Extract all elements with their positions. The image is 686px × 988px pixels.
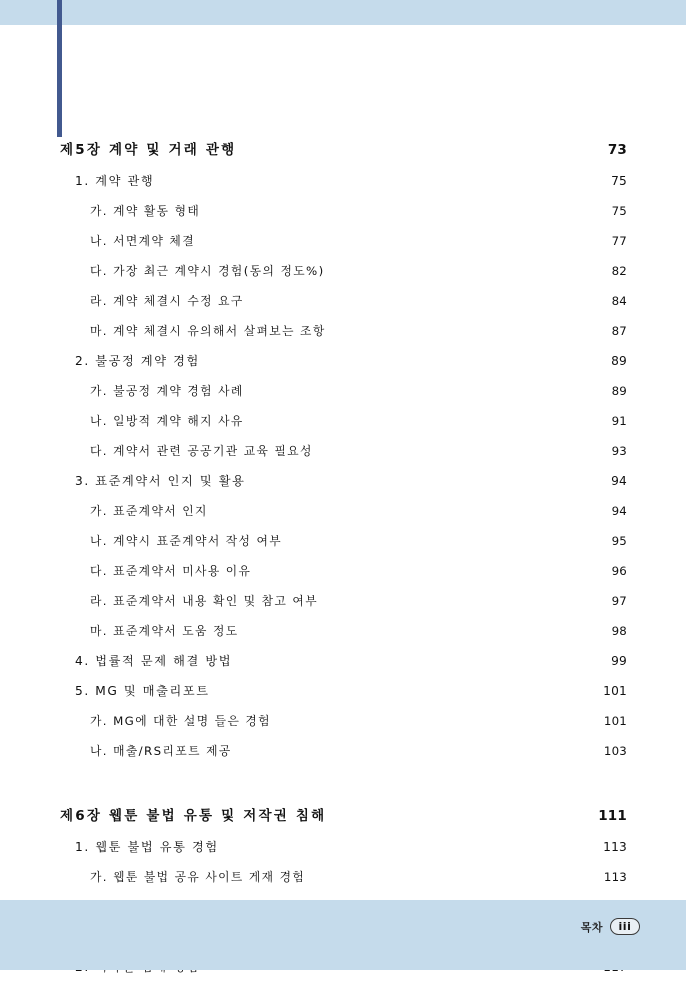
toc-entry-label: 가. 웹툰 불법 공유 사이트 게재 경험 [90,870,306,884]
toc-entry[interactable] [0,652,686,682]
toc-entry[interactable] [0,442,686,472]
toc-leader-dots [245,637,609,638]
toc-entry[interactable] [0,838,686,868]
toc-leader-dots [216,697,600,698]
toc-entry-label: 1. 웹툰 불법 유통 경험 [75,840,219,854]
toc-entry-page-number: 101 [603,684,627,698]
toc-entry[interactable] [0,232,686,262]
toc-entry[interactable] [0,682,686,712]
toc-entry-page-number: 96 [611,564,627,578]
toc-entry-page-number: 103 [603,744,627,758]
toc-entry-label: 라. 표준계약서 내용 확인 및 참고 여부 [90,594,318,608]
toc-entry-page-number: 75 [611,174,627,188]
toc-entry-page-number: 101 [603,714,627,728]
footer-decorative-band [0,900,686,970]
toc-leader-dots [214,517,609,518]
toc-entry-label: 제6장 웹툰 불법 유통 및 저작권 침해 [60,808,327,824]
toc-entry-page-number: 95 [611,534,627,548]
toc-entry[interactable] [0,262,686,292]
toc-entry-page-number: 98 [611,624,627,638]
toc-entry[interactable] [0,412,686,442]
toc-leader-dots [206,973,600,974]
toc-leader-dots [238,667,608,668]
toc-entry[interactable] [0,172,686,202]
toc-entry-page-number: 91 [611,414,627,428]
toc-entry-label: 마. 계약 체결시 유의해서 살펴보는 조항 [90,324,326,338]
toc-entry-page-number: 113 [603,870,627,884]
toc-entry-page-number: 77 [611,234,627,248]
toc-leader-dots [225,853,600,854]
page-number-badge: iii [610,918,640,935]
toc-entry-label: 라. 계약 체결시 수정 요구 [90,294,244,308]
toc-entry[interactable] [0,742,686,772]
toc-entry-label: 나. 서면계약 체결 [90,234,196,248]
toc-entry-page-number: 84 [611,294,627,308]
header-decorative-band [0,0,686,25]
toc-leader-dots [206,367,608,368]
toc-entry-page-number: 94 [611,504,627,518]
toc-entry-label: 다. 표준계약서 미사용 이유 [90,564,252,578]
toc-leader-dots [332,821,595,822]
toc-entry[interactable] [0,382,686,412]
toc-entry-label: 나. 일방적 계약 해지 사유 [90,414,244,428]
toc-leader-dots [206,217,608,218]
toc-group-separator [0,772,686,804]
toc-leader-dots [324,607,609,608]
toc-leader-dots [277,727,601,728]
toc-entry-page-number: 113 [603,840,627,854]
footer [581,918,640,935]
table-of-contents [0,138,686,988]
toc-entry-page-number: 89 [611,384,627,398]
toc-entry-page-number: 87 [611,324,627,338]
vertical-accent-rule [57,0,62,137]
toc-entry[interactable] [0,322,686,352]
toc-leader-dots [251,487,608,488]
toc-entry[interactable] [0,712,686,742]
toc-entry[interactable] [0,868,686,898]
toc-entry-label: 나. 계약시 표준계약서 작성 여부 [90,534,283,548]
toc-entry-page-number: 75 [611,204,627,218]
toc-leader-dots [201,247,609,248]
footer-section-label: 목차 [580,920,603,934]
toc-group [0,138,686,772]
toc-entry-label: 제5장 계약 및 거래 관행 [60,142,237,158]
toc-entry-label: 다. 가장 최근 계약시 경험(동의 정도%) [90,264,325,278]
toc-leader-dots [319,457,609,458]
toc-entry[interactable] [0,292,686,322]
toc-entry[interactable] [0,622,686,652]
toc-leader-dots [311,883,601,884]
toc-chapter-entry[interactable] [0,804,686,838]
toc-entry-label: 다. 계약서 관련 공공기관 교육 필요성 [90,444,313,458]
toc-entry-label: 가. 불공정 계약 경험 사례 [90,384,244,398]
toc-leader-dots [242,155,604,156]
toc-entry-label: 나. 매출/RS리포트 제공 [90,744,232,758]
toc-entry-label: 2. 불공정 계약 경험 [75,354,200,368]
toc-entry[interactable] [0,592,686,622]
toc-entry-label: 1. 계약 관행 [75,174,155,188]
toc-leader-dots [250,307,609,308]
toc-entry-label: 가. 계약 활동 형태 [90,204,201,218]
toc-entry-page-number: 93 [611,444,627,458]
toc-entry-label: 가. 표준계약서 인지 [90,504,208,518]
toc-leader-dots [250,397,609,398]
toc-entry-page-number: 82 [611,264,627,278]
toc-leader-dots [250,427,609,428]
toc-entry[interactable] [0,202,686,232]
toc-entry-label: 가. MG에 대한 설명 들은 경험 [90,714,271,728]
toc-entry[interactable] [0,352,686,382]
toc-entry-page-number: 73 [607,142,627,158]
toc-entry-page-number: 97 [611,594,627,608]
toc-chapter-entry[interactable] [0,138,686,172]
toc-entry-label: 3. 표준계약서 인지 및 활용 [75,474,246,488]
toc-entry-label: 5. MG 및 매출리포트 [75,684,210,698]
toc-leader-dots [257,577,608,578]
toc-entry-label: 마. 표준계약서 도움 정도 [90,624,239,638]
toc-leader-dots [331,277,609,278]
toc-entry-page-number: 94 [611,474,627,488]
toc-entry[interactable] [0,532,686,562]
toc-entry[interactable] [0,502,686,532]
toc-entry[interactable] [0,472,686,502]
toc-leader-dots [288,547,608,548]
toc-leader-dots [238,757,601,758]
toc-entry-page-number: 89 [611,354,627,368]
toc-leader-dots [332,337,609,338]
toc-entry-page-number: 111 [598,808,627,824]
toc-entry[interactable] [0,562,686,592]
toc-leader-dots [160,187,608,188]
toc-entry-label: 4. 법률적 문제 해결 방법 [75,654,233,668]
toc-entry-page-number: 99 [611,654,627,668]
